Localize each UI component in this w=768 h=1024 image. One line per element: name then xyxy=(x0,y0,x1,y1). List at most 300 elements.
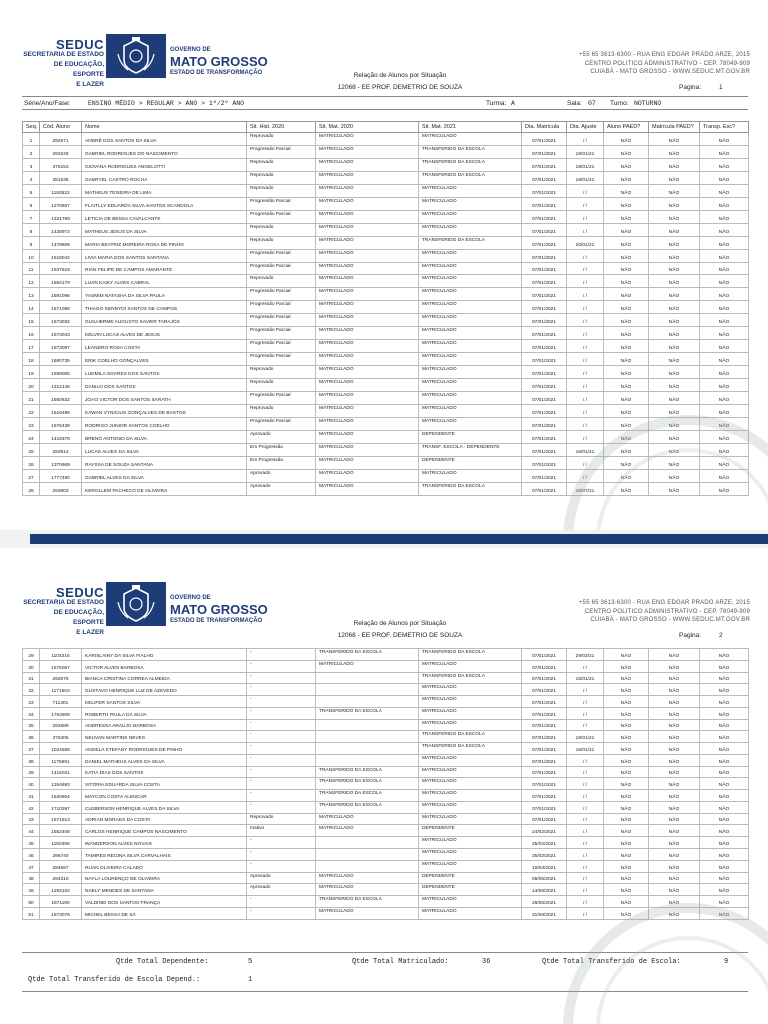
table-cell: / / xyxy=(567,353,604,366)
table-cell: TRANSFERIDO DA ESCOLA xyxy=(316,896,419,908)
table-row xyxy=(23,340,749,353)
table-cell: NÃO xyxy=(649,314,700,327)
table-cell: 8 xyxy=(23,223,40,236)
table-cell: 36 xyxy=(23,731,40,743)
table-cell: 07/01/2021 xyxy=(522,754,567,766)
table-cell: 07/01/2021 xyxy=(522,288,567,301)
table-cell: MATRICULADO xyxy=(316,405,419,418)
table-cell: NÃO xyxy=(700,184,749,197)
government-logo: GOVERNO DE MATO GROSSO ESTADO DE TRANSFORMAÇÃO xyxy=(170,595,268,624)
table-cell: NÃO xyxy=(649,353,700,366)
table-cell: NÃO xyxy=(649,236,700,249)
table-cell: Reprovado xyxy=(247,405,316,418)
table-cell: Reprovado xyxy=(247,379,316,392)
table-cell: MATRICULADO xyxy=(419,896,522,908)
table-cell: 1777490 xyxy=(40,469,82,482)
table-row xyxy=(23,731,749,743)
table-cell: 1321799 xyxy=(40,210,82,223)
table-cell: 07/01/2021 xyxy=(522,813,567,825)
table-cell: / / xyxy=(567,801,604,813)
table-cell: NÃO xyxy=(700,766,749,778)
table-cell: 07/01/2021 xyxy=(522,197,567,210)
table-cell: NÃO xyxy=(700,790,749,802)
table-cell: DEPENDENTE xyxy=(419,884,522,896)
table-cell: 50 xyxy=(23,896,40,908)
table-cell: 381536 xyxy=(40,171,82,184)
table-cell: MATRICULADO xyxy=(419,707,522,719)
table-cell: NÃO xyxy=(700,223,749,236)
table-cell: 07/01/2021 xyxy=(522,133,567,146)
table-cell: NÃO xyxy=(700,158,749,171)
table-cell xyxy=(316,754,419,766)
table-cell: MATRICULADO xyxy=(316,884,419,896)
total-matriculado-value: 36 xyxy=(482,958,491,966)
table-cell: 24/02/2021 xyxy=(522,825,567,837)
table-cell: 07/01/2021 xyxy=(522,262,567,275)
table-cell: NÃO xyxy=(700,145,749,158)
table-cell: NÃO xyxy=(700,353,749,366)
table-cell: MATRICULADO xyxy=(419,719,522,731)
table-row xyxy=(23,197,749,210)
table-cell: NÃO xyxy=(649,210,700,223)
table-cell: - xyxy=(247,719,316,731)
table-cell: NÃO xyxy=(649,825,700,837)
total-matriculado-label: Qtde Total Matriculado: xyxy=(352,958,449,966)
table-cell: NÃO xyxy=(604,707,649,719)
table-row xyxy=(23,223,749,236)
table-cell: MATRICULADO xyxy=(419,301,522,314)
table-cell: MATRICULADO xyxy=(316,340,419,353)
total-dependente-value: 5 xyxy=(248,958,253,966)
table-cell: TAMIRES REGINA SILVA CARVALHAIS xyxy=(82,849,247,861)
table-cell: 1552408 xyxy=(40,825,82,837)
table-row xyxy=(23,262,749,275)
page-label: Pagina: xyxy=(679,84,702,91)
table-cell: MATRICULADO xyxy=(419,288,522,301)
table-cell: - xyxy=(247,672,316,684)
table-cell: GABRIEL ALVES DA SILVA xyxy=(82,469,247,482)
table-cell: MATRICULADO xyxy=(419,379,522,392)
table-cell: 1564179 xyxy=(40,275,82,288)
table-cell: NÃO xyxy=(700,731,749,743)
table-cell: 31 xyxy=(23,672,40,684)
table-cell: KELVIN LUCAS ALVES DE JESUS xyxy=(82,327,247,340)
table-cell: MATRICULADO xyxy=(419,262,522,275)
table-cell: 39 xyxy=(23,766,40,778)
table-cell: NÃO xyxy=(649,443,700,456)
table-cell: NÃO xyxy=(604,379,649,392)
table-cell: 07/01/2021 xyxy=(522,778,567,790)
table-cell: / / xyxy=(567,754,604,766)
table-cell: 15/01/21 xyxy=(567,672,604,684)
table-cell: MATRICULADO xyxy=(419,469,522,482)
table-cell: TRANSFERIDO DA ESCOLA xyxy=(419,731,522,743)
table-cell: NÃO xyxy=(604,327,649,340)
table-cell: MATRICULADO xyxy=(316,210,419,223)
table-cell: 07/01/2021 xyxy=(522,379,567,392)
table-cell: 1150522 xyxy=(40,184,82,197)
table-cell: 1619498 xyxy=(40,405,82,418)
table-cell: MATRICULADO xyxy=(419,790,522,802)
table-cell: / / xyxy=(567,707,604,719)
table-cell: 48 xyxy=(23,872,40,884)
table-cell: TRANSFERIDO DA ESCOLA xyxy=(419,171,522,184)
table-cell: Em Progressão xyxy=(247,456,316,469)
table-cell: NÃO xyxy=(604,443,649,456)
table-cell: Progressão Parcial xyxy=(247,314,316,327)
table-cell: / / xyxy=(567,288,604,301)
table-cell: RAYSSA DE SOUZA SANTANA xyxy=(82,456,247,469)
table-cell: 23 xyxy=(23,417,40,430)
table-cell: NAYLA LOURENÇO DE OLIVEIRA xyxy=(82,872,247,884)
table-cell: ROBERTH PAULA DA SILVA xyxy=(82,707,247,719)
table-cell: MATRICULADO xyxy=(419,210,522,223)
table-cell: 292676 xyxy=(40,672,82,684)
table-cell: NÃO xyxy=(649,379,700,392)
column-header: Sit. Mat. 2020 xyxy=(316,122,419,133)
table-cell: 3 xyxy=(23,158,40,171)
table-cell: MATRICULADO xyxy=(419,405,522,418)
table-cell: 1537519 xyxy=(40,262,82,275)
table-cell: GIOVANA RODRIGUES ANGELOTTI xyxy=(82,158,247,171)
table-cell: JOAO VICTOR DOS SANTOS SARATH xyxy=(82,392,247,405)
table-cell: MATRICULADO xyxy=(316,469,419,482)
table-cell: NÃO xyxy=(700,778,749,790)
table-cell: 26 xyxy=(23,456,40,469)
table-cell: 32 xyxy=(23,684,40,696)
table-cell: NÃO xyxy=(649,660,700,672)
table-cell: MATRICULADO xyxy=(316,158,419,171)
table-cell: / / xyxy=(567,301,604,314)
table-row xyxy=(23,184,749,197)
table-cell: MATHEUS TEIXEIRA DE LIMA xyxy=(82,184,247,197)
table-cell: 07/01/2021 xyxy=(522,731,567,743)
table-cell: - xyxy=(247,907,316,919)
column-header: Seq. xyxy=(23,122,40,133)
table-cell: 07/01/2021 xyxy=(522,392,567,405)
table-row xyxy=(23,275,749,288)
table-cell: GUILHERME AUGUSTO XAVIER TARAJÓS xyxy=(82,314,247,327)
table-cell: NÃO xyxy=(700,288,749,301)
table-cell: 07/01/2021 xyxy=(522,743,567,755)
table-cell: NÃO xyxy=(649,860,700,872)
table-cell: NÃO xyxy=(649,801,700,813)
table-cell: NÃO xyxy=(604,719,649,731)
table-cell: NÃO xyxy=(604,171,649,184)
table-cell: 14 xyxy=(23,301,40,314)
table-cell: 294697 xyxy=(40,860,82,872)
table-cell: NÃO xyxy=(649,430,700,443)
table-cell: - xyxy=(247,860,316,872)
table-cell: MATRICULADO xyxy=(316,813,419,825)
table-cell: / / xyxy=(567,340,604,353)
table-cell: MATRICULADO xyxy=(316,249,419,262)
table-cell: 07/01/2021 xyxy=(522,366,567,379)
table-row xyxy=(23,660,749,672)
table-cell: NÃO xyxy=(700,707,749,719)
table-cell: NAELY MENDES DE SANTANA xyxy=(82,884,247,896)
table-cell: MATRICULADO xyxy=(419,184,522,197)
table-cell: NÃO xyxy=(649,133,700,146)
table-row xyxy=(23,672,749,684)
table-cell: MATRICULADO xyxy=(419,754,522,766)
table-cell: MATRICULADO xyxy=(419,249,522,262)
table-cell: MATRICULADO xyxy=(419,275,522,288)
table-cell: LUAN KAIKY ALVES CABRAL xyxy=(82,275,247,288)
table-row xyxy=(23,837,749,849)
table-cell: NÃO xyxy=(649,896,700,908)
table-cell: MATRICULADO xyxy=(419,340,522,353)
table-cell: NÃO xyxy=(649,249,700,262)
table-cell: Progressão Parcial xyxy=(247,353,316,366)
table-row xyxy=(23,719,749,731)
table-cell: DANIEL MATHEUS ALVES DA SILVA xyxy=(82,754,247,766)
table-cell: NÃO xyxy=(700,417,749,430)
report-title-block xyxy=(300,618,500,642)
table-cell: 7 xyxy=(23,210,40,223)
table-cell: NÃO xyxy=(604,754,649,766)
table-row xyxy=(23,696,749,708)
table-cell: NÃO xyxy=(700,825,749,837)
table-cell: / / xyxy=(567,790,604,802)
report-title: Relação de Alunos por Situação xyxy=(353,72,447,79)
table-cell: Progressão Parcial xyxy=(247,301,316,314)
table-row xyxy=(23,288,749,301)
table-cell: NÃO xyxy=(649,719,700,731)
table-cell: 1150395 xyxy=(40,837,82,849)
table-row xyxy=(23,327,749,340)
table-cell: 07/01/2021 xyxy=(522,327,567,340)
table-cell: 07/01/2021 xyxy=(522,801,567,813)
table-cell: 07/01/2021 xyxy=(522,275,567,288)
table-cell: / / xyxy=(567,825,604,837)
column-header: Sit. Mat. 2021 xyxy=(419,122,522,133)
table-cell: NÃO xyxy=(649,405,700,418)
table-cell: NÃO xyxy=(604,825,649,837)
table-cell: NÃO xyxy=(700,340,749,353)
table-cell: 25/02/2021 xyxy=(522,849,567,861)
table-cell: MATRICULADO xyxy=(316,262,419,275)
table-cell: - xyxy=(247,743,316,755)
table-row xyxy=(23,743,749,755)
table-cell: TRANSFERIDO DA ESCOLA xyxy=(419,158,522,171)
table-cell: 07/01/2021 xyxy=(522,696,567,708)
report-title: Relação de Alunos por Situação xyxy=(353,620,447,627)
table-cell: 28 xyxy=(23,482,40,495)
table-cell: / / xyxy=(567,896,604,908)
table-cell: NÃO xyxy=(700,236,749,249)
table-cell: 20/01/21 xyxy=(567,236,604,249)
table-cell: ERIK COELHO GONÇALVES xyxy=(82,353,247,366)
table-cell: / / xyxy=(567,766,604,778)
table-cell: / / xyxy=(567,849,604,861)
table-cell: MATRICULADO xyxy=(419,696,522,708)
table-cell xyxy=(316,719,419,731)
table-cell: MATRICULADO xyxy=(316,660,419,672)
table-cell: Progressão Parcial xyxy=(247,210,316,223)
contact-info: +55 65 3613-6300 - RUA ENG EDGAR PRADO ARZE, 2015 CENTRO POLITICO ADMINISTRATIVO - CEP. 78049-909 CUIABÁ - MATO GROSSO - WWW.SEDUC.MT.GOV.BR xyxy=(578,600,750,623)
table-cell: ANDRÉ DOS SANTOS DA SILVA xyxy=(82,133,247,146)
column-header: Sit. Hist. 2020 xyxy=(247,122,316,133)
table-cell: 18/01/21 xyxy=(567,171,604,184)
total-dependente-label: Qtde Total Dependente: xyxy=(116,958,209,966)
table-cell: 1763909 xyxy=(40,707,82,719)
table-cell: NÃO xyxy=(604,353,649,366)
table-cell: NÃO xyxy=(604,314,649,327)
table-cell: MATRICULADO xyxy=(316,456,419,469)
table-cell: TRANSFERIDO DA ESCOLA xyxy=(316,707,419,719)
table-cell: MARIA BEATRIZ MOREIRA ROSA DE PINHO xyxy=(82,236,247,249)
table-cell: 1428972 xyxy=(40,223,82,236)
table-cell: TRANSFERIDO DA ESCOLA xyxy=(316,649,419,661)
report-title-block xyxy=(300,70,500,94)
table-cell: - xyxy=(247,790,316,802)
class-info-bar xyxy=(22,96,748,110)
table-cell: Reprovado xyxy=(247,275,316,288)
table-cell: KATIA DIAS DOS SANTOS xyxy=(82,766,247,778)
total-transf-dep-value: 1 xyxy=(248,976,253,984)
table-cell: NÃO xyxy=(700,469,749,482)
table-cell: NÃO xyxy=(700,197,749,210)
table-cell: ANDRESSA ARAUJO BARBOSA xyxy=(82,719,247,731)
table-cell: 375153 xyxy=(40,158,82,171)
table-cell: 33 xyxy=(23,696,40,708)
table-cell: Aprovado xyxy=(247,469,316,482)
table-cell: 1370969 xyxy=(40,456,82,469)
table-cell: 1293102 xyxy=(40,884,82,896)
table-cell: KELIFER SANTOS SILVA xyxy=(82,696,247,708)
government-logo: GOVERNO DE MATO GROSSO ESTADO DE TRANSFORMAÇÃO xyxy=(170,47,268,76)
table-row xyxy=(23,684,749,696)
table-cell: NÃO xyxy=(649,262,700,275)
table-cell: NÃO xyxy=(649,392,700,405)
table-cell: NÃO xyxy=(700,801,749,813)
table-cell: Progressão Parcial xyxy=(247,145,316,158)
table-cell: NÃO xyxy=(604,766,649,778)
table-cell: - xyxy=(247,660,316,672)
table-cell: Reprovado xyxy=(247,366,316,379)
table-cell: 25/02/2021 xyxy=(522,837,567,849)
table-cell: NÃO xyxy=(700,210,749,223)
table-cell: MATRICULADO xyxy=(316,430,419,443)
table-row xyxy=(23,790,749,802)
table-cell: 46 xyxy=(23,849,40,861)
table-row xyxy=(23,801,749,813)
table-cell: NÃO xyxy=(649,731,700,743)
table-cell: 29/03/21 xyxy=(567,649,604,661)
table-cell: 10 xyxy=(23,249,40,262)
table-cell: / / xyxy=(567,210,604,223)
table-cell: 07/01/2021 xyxy=(522,210,567,223)
page-number: 1 xyxy=(719,84,723,91)
table-cell: NÃO xyxy=(604,405,649,418)
table-cell: Inativo xyxy=(247,825,316,837)
table-cell: NÃO xyxy=(700,456,749,469)
total-transf-dep-label: Qtde Total Transferido de Escola Depend.: xyxy=(28,976,201,984)
table-cell: NÃO xyxy=(649,366,700,379)
table-cell: TRANSFERIDO DA ESCOLA xyxy=(419,743,522,755)
table-cell: 16 xyxy=(23,327,40,340)
table-cell: NÃO xyxy=(649,790,700,802)
table-cell: 24 xyxy=(23,430,40,443)
table-cell: MATRICULADO xyxy=(316,288,419,301)
table-cell: NÃO xyxy=(604,743,649,755)
column-header: Nome xyxy=(82,122,247,133)
total-transferido-value: 9 xyxy=(724,958,729,966)
table-cell: - xyxy=(247,731,316,743)
table-cell: NÃO xyxy=(604,275,649,288)
table-cell: NÃO xyxy=(700,443,749,456)
table-cell: 07/01/2021 xyxy=(522,469,567,482)
table-cell xyxy=(316,837,419,849)
table-row xyxy=(23,379,749,392)
table-cell: NÃO xyxy=(649,743,700,755)
table-cell xyxy=(316,731,419,743)
table-cell: TRANSFERIDO DA ESCOLA xyxy=(419,482,522,495)
column-header: Cód. Aluno xyxy=(40,122,82,133)
table-cell: NÃO xyxy=(604,301,649,314)
table-cell: / / xyxy=(567,813,604,825)
table-cell: / / xyxy=(567,184,604,197)
table-cell: / / xyxy=(567,837,604,849)
table-cell xyxy=(316,849,419,861)
table-cell: 1673076 xyxy=(40,907,82,919)
watermark-seal xyxy=(518,888,768,1024)
table-cell: 293248 xyxy=(40,145,82,158)
table-cell: / / xyxy=(567,327,604,340)
table-cell: NÃO xyxy=(700,482,749,495)
table-cell: Progressão Parcial xyxy=(247,249,316,262)
table-cell: 19 xyxy=(23,366,40,379)
table-cell: NÃO xyxy=(700,430,749,443)
table-cell: NÃO xyxy=(604,469,649,482)
serie-label: Série/Ano/Fase: xyxy=(24,100,71,107)
table-cell: 25 xyxy=(23,443,40,456)
table-cell: 07/01/2021 xyxy=(522,249,567,262)
table-cell: / / xyxy=(567,275,604,288)
table-cell: NÃO xyxy=(604,430,649,443)
table-cell: CARLOS HENRIQUE CAMPOS NASCIMENTO xyxy=(82,825,247,837)
table-cell: Aprovado xyxy=(247,430,316,443)
table-cell: 1560632 xyxy=(40,392,82,405)
table-cell: NÃO xyxy=(700,405,749,418)
table-cell: 16/07/21 xyxy=(567,482,604,495)
table-cell: 1671913 xyxy=(40,813,82,825)
table-cell: 51 xyxy=(23,907,40,919)
table-cell: BIANCA CRISTINA CORREA ALMEIDA xyxy=(82,672,247,684)
watermark-seal xyxy=(518,400,768,540)
table-cell: 07/01/2021 xyxy=(522,145,567,158)
table-cell: / / xyxy=(567,314,604,327)
table-cell: MATRICULADO xyxy=(419,849,522,861)
table-cell: 27 xyxy=(23,469,40,482)
table-cell: 1673097 xyxy=(40,340,82,353)
table-row xyxy=(23,860,749,872)
table-cell: Progressão Parcial xyxy=(247,288,316,301)
page-number: 2 xyxy=(719,632,723,639)
table-cell: 396740 xyxy=(40,849,82,861)
table-row xyxy=(23,649,749,661)
table-cell: NÃO xyxy=(604,860,649,872)
table-cell: DANILO DOS SANTOS xyxy=(82,379,247,392)
table-cell: NÃO xyxy=(649,696,700,708)
table-cell: NÃO xyxy=(649,223,700,236)
table-row xyxy=(23,825,749,837)
table-cell: - xyxy=(247,684,316,696)
table-cell: 11 xyxy=(23,262,40,275)
table-cell: 1676439 xyxy=(40,417,82,430)
table-cell: DEPENDENTE xyxy=(419,872,522,884)
